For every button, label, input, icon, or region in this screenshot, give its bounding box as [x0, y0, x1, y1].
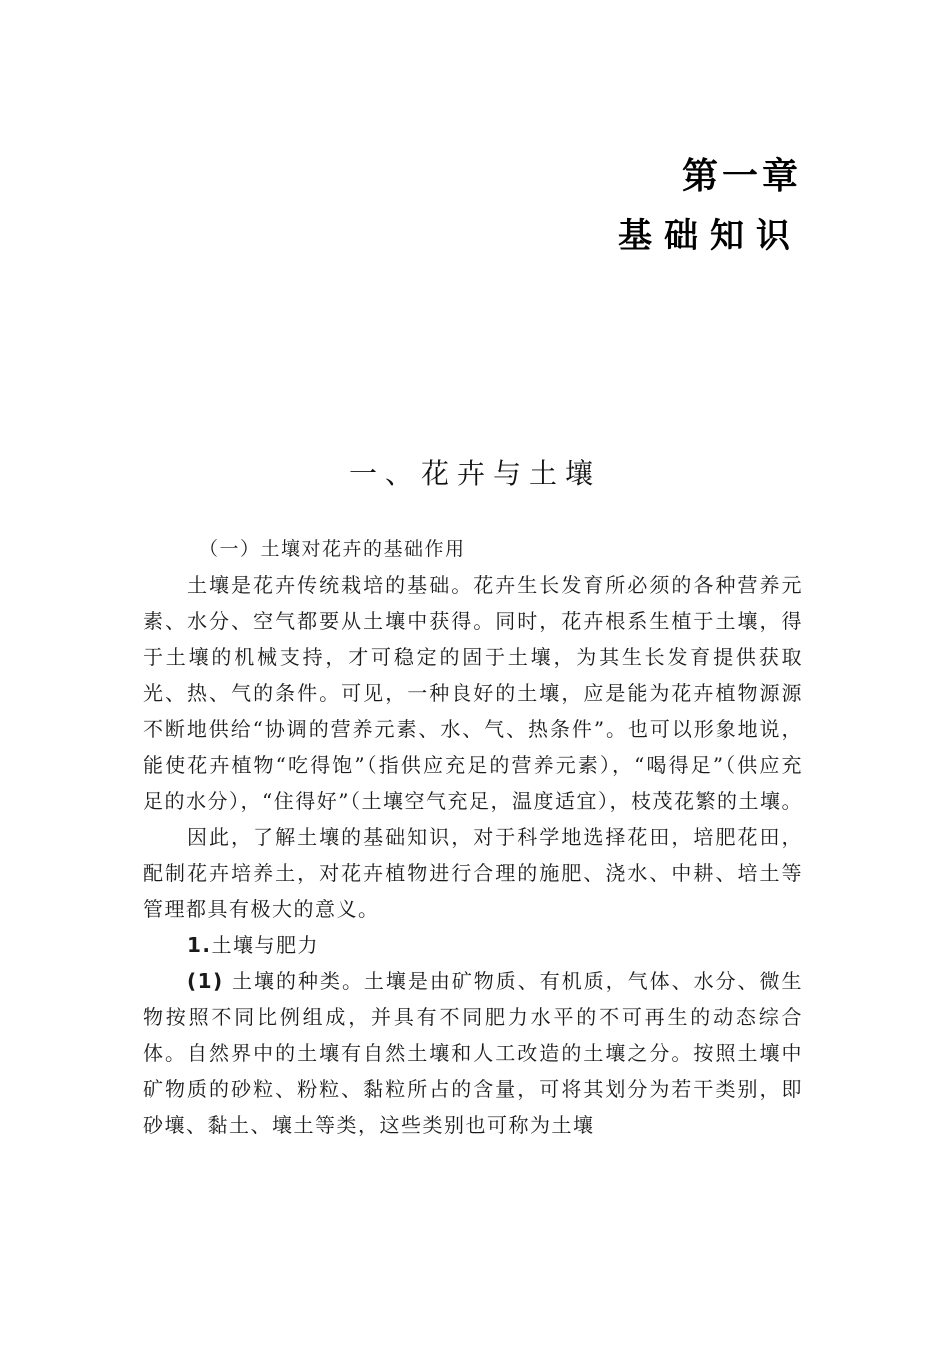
- item-label: 土壤与肥力: [211, 933, 320, 957]
- item-number: (1): [187, 969, 224, 993]
- body-text: [143, 531, 803, 1143]
- item-number: 1.: [187, 933, 212, 957]
- section-title: 一、花卉与土壤: [348, 457, 601, 490]
- chapter-title: 基础知识: [618, 216, 802, 256]
- numbered-paragraph: [143, 963, 803, 1143]
- subsection-heading: （一）土壤对花卉的基础作用: [199, 538, 466, 560]
- numbered-heading: [143, 927, 803, 963]
- paragraph: 土壤是花卉传统栽培的基础。花卉生长发育所必须的各种营养元素、水分、空气都要从土壤中获得。同时，花卉根系生植于土壤，得于土壤的机械支持，才可稳定的固于土壤，为其生长发育提供获取光、热、气的条件。可见，一种良好的土壤，应是能为花卉植物源源不断地供给“协调的营养元素、水、气、热条件”。也可以形象地说，能使花卉植物“吃得饱”（指供应充足的营养元素），“喝得足”（供应充足的水分），“住得好”（土壤空气充足，温度适宜），枝茂花繁的土壤。: [143, 573, 803, 813]
- item-text: 土壤的种类。土壤是由矿物质、有机质，气体、水分、微生物按照不同比例组成，并具有不同肥力水平的不可再生的动态综合体。自然界中的土壤有自然土壤和人工改造的土壤之分。按照土壤中矿物质的砂粒、粉粒、黏粒所占的含量，可将其划分为若干类别，即砂壤、黏土、壤土等类，这些类别也可称为土壤: [143, 969, 804, 1137]
- paragraph: 因此，了解土壤的基础知识，对于科学地选择花田，培肥花田，配制花卉培养土，对花卉植物进行合理的施肥、浇水、中耕、培土等管理都具有极大的意义。: [143, 825, 803, 921]
- chapter-number: 第一章: [681, 156, 802, 197]
